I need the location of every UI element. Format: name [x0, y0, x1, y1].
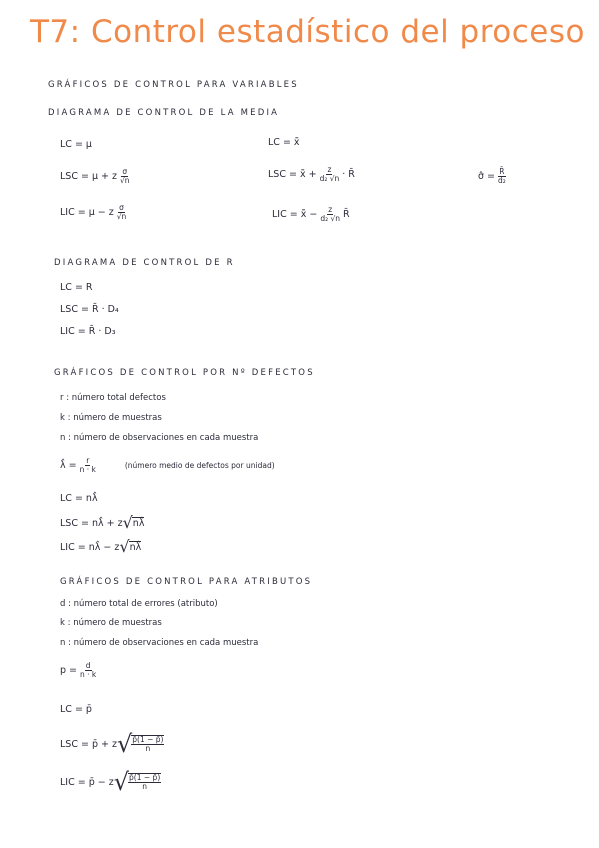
- formula-text: LIC = nλ̂ − z: [60, 541, 120, 553]
- formula-defects-lc: [60, 493, 98, 504]
- formula-text: LSC = μ + z: [60, 170, 117, 182]
- fraction: [116, 204, 128, 221]
- formula-r-lsc: [60, 304, 119, 315]
- formula-text: p =: [60, 664, 78, 676]
- numerator: p̄(1 − p̄): [132, 735, 164, 745]
- fraction: [319, 166, 341, 183]
- denominator: √n: [120, 175, 130, 185]
- formula-text: LC = p̄: [60, 704, 92, 715]
- definition-r: r : número total defectos: [60, 393, 166, 403]
- denominator: n · k: [80, 669, 97, 679]
- definition-k-attr: k : número de muestras: [60, 618, 162, 628]
- fraction: [79, 662, 97, 679]
- formula-lsc-x: [268, 166, 355, 183]
- formula-text: LIC = μ − z: [60, 206, 114, 218]
- definition-k: k : número de muestras: [60, 413, 162, 423]
- denominator: d₂ √n: [320, 213, 341, 223]
- numerator: r: [86, 456, 90, 465]
- formula-p: [60, 662, 99, 679]
- formula-text: LSC = p̄ + z: [60, 738, 117, 750]
- fraction: [497, 168, 507, 185]
- formula-text: LC = nλ̂: [60, 493, 98, 504]
- numerator: z: [328, 205, 333, 214]
- radicand: nλ̂: [129, 542, 142, 553]
- page-title: T7: Control estadístico del proceso: [30, 14, 585, 50]
- formula-defects-lsc: [60, 515, 144, 531]
- subheading-r-chart: DIAGRAMA DE CONTROL DE R: [54, 258, 235, 268]
- definition-d: d : número total de errores (atributo): [60, 599, 218, 609]
- formula-text: LC = x̄̄: [268, 137, 300, 148]
- formula-lambda: [60, 457, 275, 474]
- numerator: σ: [119, 203, 124, 212]
- formula-lc-x: [268, 137, 300, 148]
- formula-lsc-mu: [60, 168, 133, 185]
- fraction: [79, 457, 97, 474]
- formula-text: R̄: [343, 208, 350, 220]
- denominator: √n: [116, 211, 127, 221]
- denominator: n: [145, 744, 151, 753]
- subheading-mean-chart: DIAGRAMA DE CONTROL DE LA MEDIA: [48, 108, 280, 118]
- formula-attr-lic: LIC = p̄ − z √ $\frac{p̄(1 - p̄)}{n}$: [60, 768, 161, 796]
- numerator: p̄(1 − p̄): [129, 773, 161, 783]
- formula-text: LC = R: [60, 282, 93, 293]
- formula-lic-mu: [60, 204, 129, 221]
- denominator: d₂: [498, 175, 506, 185]
- formula-text: LIC = p̄ − z: [60, 776, 114, 788]
- formula-text: · R̄: [342, 168, 355, 180]
- formula-r-lc: [60, 282, 93, 293]
- fraction: [128, 773, 161, 791]
- formula-text: LIC = R̄ · D₃: [60, 326, 116, 337]
- fraction: [319, 206, 341, 223]
- denominator: d₂ √n: [319, 173, 340, 183]
- fraction: [131, 735, 164, 753]
- section-heading-defects: GRÁFICOS DE CONTROL POR Nº DEFECTOS: [54, 368, 315, 378]
- denominator: n: [142, 782, 148, 791]
- formula-text: LC = μ: [60, 139, 92, 150]
- definition-n-attr: n : número de observaciones en cada muestra: [60, 638, 259, 648]
- formula-text: LSC = R̄ · D₄: [60, 304, 119, 315]
- formula-lc-mu: [60, 139, 92, 150]
- radicand: nλ̂: [132, 518, 145, 529]
- formula-text: σ̂ =: [478, 170, 496, 182]
- square-root: √ nλ̂: [122, 513, 145, 532]
- formula-attr-lc: [60, 704, 92, 715]
- formula-sigma-hat: [478, 168, 509, 185]
- formula-lic-x: [272, 206, 350, 223]
- fraction: [119, 168, 131, 185]
- formula-defects-lic: [60, 539, 141, 555]
- section-heading-attributes: GRÁFICOS DE CONTROL PARA ATRIBUTOS: [60, 577, 313, 587]
- formula-r-lic: [60, 326, 116, 337]
- numerator: R̄: [499, 167, 505, 176]
- numerator: σ: [122, 167, 128, 176]
- numerator: d: [85, 661, 91, 670]
- formula-text: LIC = x̄̄ −: [272, 208, 318, 220]
- formula-text: LSC = x̄̄ +: [268, 168, 317, 180]
- formula-text: LSC = nλ̂ + z: [60, 517, 123, 529]
- denominator: n · k: [79, 464, 96, 474]
- formula-attr-lsc: LSC = p̄ + z √ $\frac{p̄(1 - p̄)}{n}$: [60, 730, 164, 758]
- formula-text: λ̂ =: [60, 459, 77, 471]
- numerator: z: [327, 165, 332, 174]
- section-heading-variables: GRÁFICOS DE CONTROL PARA VARIABLES: [48, 80, 299, 90]
- square-root: √ nλ̂: [119, 537, 142, 556]
- lambda-note: (número medio de defectos por unidad): [124, 460, 275, 470]
- definition-n: n : número de observaciones en cada muestra: [60, 433, 259, 443]
